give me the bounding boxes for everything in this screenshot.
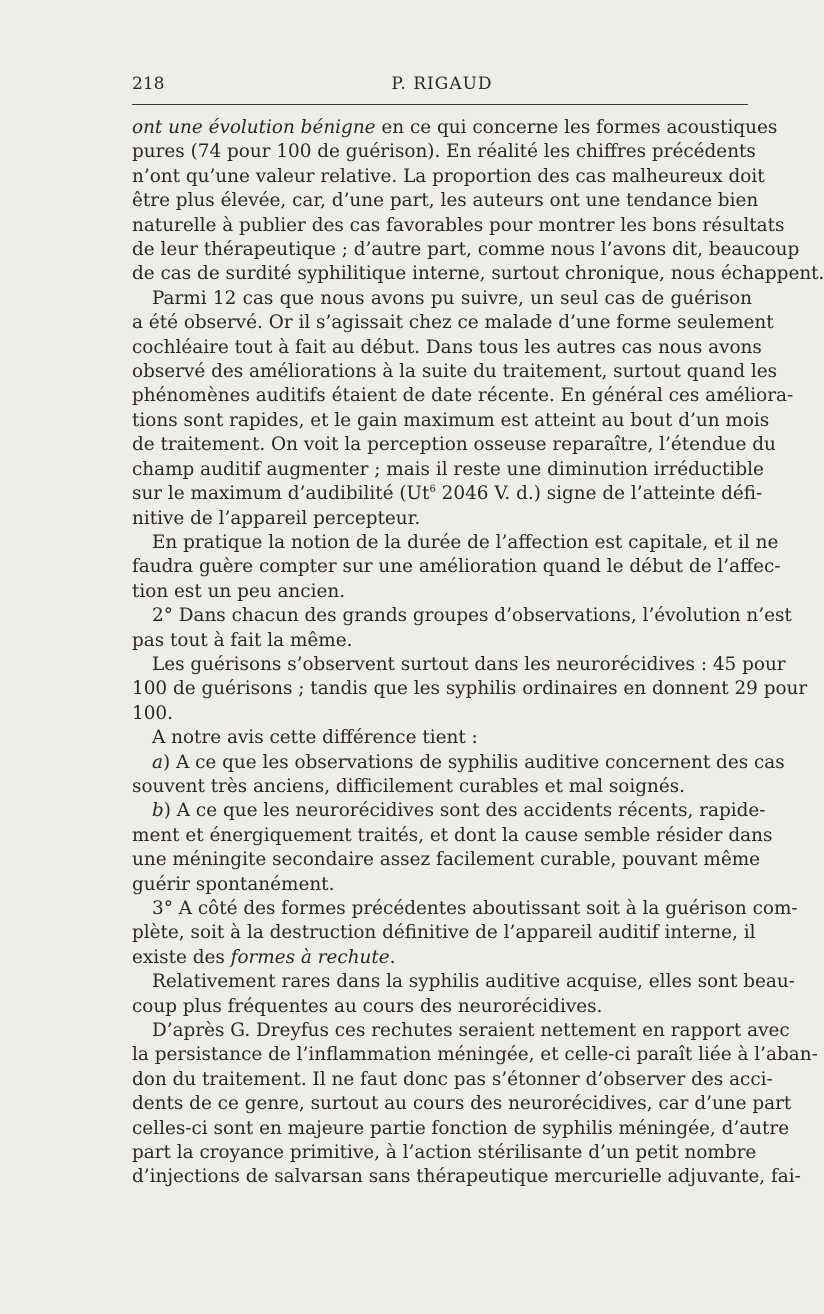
text-line	[132, 799, 766, 823]
italic-text: b	[152, 800, 164, 822]
text-segment: .	[389, 946, 396, 968]
page-header	[132, 74, 752, 96]
text-segment: tion est un peu ancien.	[132, 580, 346, 602]
text-line	[132, 604, 792, 628]
text-line	[132, 970, 795, 994]
text-line	[132, 531, 779, 555]
text-segment: ) A ce que les observations de syphilis auditive concernent des cas	[162, 751, 785, 773]
text-segment: observé des améliorations à la suite du traitement, surtout quand les	[132, 361, 778, 383]
text-line	[132, 140, 756, 164]
text-line	[132, 702, 752, 726]
text-segment: souvent très anciens, difficilement curables et mal soignés.	[132, 775, 686, 797]
page-number: 218	[132, 74, 165, 94]
text-line	[132, 848, 761, 872]
text-line	[132, 311, 774, 335]
text-line	[132, 873, 752, 897]
text-line	[132, 1043, 818, 1067]
text-segment: 100 de guérisons ; tandis que les syphilis ordinaires en donnent 29 pour	[132, 678, 808, 700]
text-line	[132, 384, 794, 408]
text-line	[132, 726, 752, 750]
text-line	[132, 165, 765, 189]
text-segment: de cas de surdité syphilitique interne, surtout chronique, nous échappent.	[132, 263, 824, 285]
text-line	[132, 1117, 790, 1141]
text-line	[132, 1092, 792, 1116]
text-line	[132, 238, 800, 262]
text-line	[132, 946, 752, 970]
text-line	[132, 409, 770, 433]
superscript: 6	[429, 483, 436, 495]
text-line	[132, 677, 808, 701]
text-line	[132, 433, 776, 457]
italic-text: formes à rechute	[230, 946, 390, 968]
body-text	[132, 116, 824, 1190]
text-segment: n’ont qu’une valeur relative. La proportion des cas malheureux doit	[132, 165, 765, 187]
text-segment: de traitement. On voit la perception osseuse reparaître, l’étendue du	[132, 434, 776, 456]
text-segment: ) A ce que les neurorécidives sont des accidents récents, rapide-	[163, 800, 766, 822]
text-segment: En pratique la notion de la durée de l’affection est capitale, et il ne	[152, 531, 779, 553]
text-segment: 3° A côté des formes précédentes aboutissant soit à la guérison com-	[152, 898, 798, 919]
text-line	[132, 751, 785, 775]
text-line	[132, 921, 756, 945]
text-line	[132, 653, 786, 677]
text-line	[132, 262, 824, 286]
text-segment: 100.	[132, 702, 173, 724]
text-segment: D’après G. Dreyfus ces rechutes seraient nettement en rapport avec	[152, 1020, 790, 1042]
text-line	[132, 1019, 790, 1043]
text-segment: d’injections de salvarsan sans thérapeutique mercurielle adjuvante, fai-	[132, 1166, 801, 1188]
text-segment: Relativement rares dans la syphilis auditive acquise, elles sont beau-	[152, 971, 795, 993]
text-segment: dents de ce genre, surtout au cours des neurorécidives, car d’une part	[132, 1093, 792, 1115]
text-segment: de leur thérapeutique ; d’autre part, comme nous l’avons dit, beaucoup	[132, 239, 800, 261]
text-line	[132, 629, 752, 653]
text-line	[132, 287, 752, 311]
text-segment: ment et énergiquement traités, et dont la cause semble résider dans	[132, 824, 773, 846]
text-line	[132, 897, 798, 921]
text-line	[132, 214, 785, 238]
text-segment: A notre avis cette différence tient :	[152, 727, 478, 749]
text-segment: plète, soit à la destruction définitive de l’appareil auditif interne, il	[132, 922, 756, 944]
text-line	[132, 1141, 757, 1165]
text-segment: 2046 V. d.) signe de l’atteinte défi-	[435, 483, 763, 505]
text-segment: don du traitement. Il ne faut donc pas s’étonner d’observer des acci-	[132, 1068, 773, 1090]
text-segment: pas tout à fait la même.	[132, 629, 353, 651]
text-line	[132, 116, 778, 140]
header-rule	[132, 104, 748, 105]
text-line	[132, 580, 752, 604]
text-segment: cochléaire tout à fait au début. Dans tous les autres cas nous avons	[132, 336, 762, 358]
text-line	[132, 189, 759, 213]
text-line	[132, 336, 762, 360]
text-segment: champ auditif augmenter ; mais il reste une diminution irréductible	[132, 458, 764, 480]
italic-text: a	[152, 751, 163, 773]
text-line	[132, 360, 778, 384]
text-segment: faudra guère compter sur une amélioration quand le début de l’affec-	[132, 556, 781, 578]
text-segment: pures (74 pour 100 de guérison). En réalité les chiffres précédents	[132, 141, 756, 163]
text-segment: en ce qui concerne les formes acoustiques	[375, 117, 778, 138]
text-segment: celles-ci sont en majeure partie fonction de syphilis méningée, d’autre	[132, 1117, 790, 1139]
text-segment: naturelle à publier des cas favorables pour montrer les bons résultats	[132, 214, 785, 236]
text-segment: Parmi 12 cas que nous avons pu suivre, un seul cas de guérison	[152, 287, 752, 309]
text-line	[132, 1165, 801, 1189]
text-segment: guérir spontanément.	[132, 873, 335, 895]
text-segment: sur le maximum d’audibilité (Ut	[132, 483, 430, 505]
text-segment: tions sont rapides, et le gain maximum est atteint au bout d’un mois	[132, 409, 770, 431]
text-line	[132, 458, 764, 482]
text-line	[132, 507, 752, 531]
text-segment: une méningite secondaire assez facilement curable, pouvant même	[132, 849, 761, 871]
text-segment: la persistance de l’inflammation méningée, et celle-ci paraît liée à l’aban-	[132, 1044, 818, 1066]
text-line	[132, 824, 773, 848]
text-segment: part la croyance primitive, à l’action stérilisante d’un petit nombre	[132, 1142, 757, 1164]
text-line	[132, 1068, 773, 1092]
running-head: P. RIGAUD	[391, 74, 493, 94]
text-segment: nitive de l’appareil percepteur.	[132, 507, 421, 529]
text-segment: être plus élevée, car, d’une part, les auteurs ont une tendance bien	[132, 190, 759, 212]
italic-text: ont une évolution bénigne	[132, 117, 376, 138]
text-segment: Les guérisons s’observent surtout dans les neurorécidives : 45 pour	[152, 653, 786, 675]
text-line	[132, 555, 781, 579]
text-segment: a été observé. Or il s’agissait chez ce malade d’une forme seulement	[132, 312, 774, 334]
text-line	[132, 482, 763, 506]
text-segment: coup plus fréquentes au cours des neurorécidives.	[132, 995, 603, 1017]
text-line	[132, 995, 752, 1019]
text-line	[132, 775, 752, 799]
text-segment: 2° Dans chacun des grands groupes d’observations, l’évolution n’est	[152, 605, 792, 627]
text-segment: phénomènes auditifs étaient de date récente. En général ces améliora-	[132, 385, 794, 407]
text-segment: existe des	[132, 946, 231, 968]
